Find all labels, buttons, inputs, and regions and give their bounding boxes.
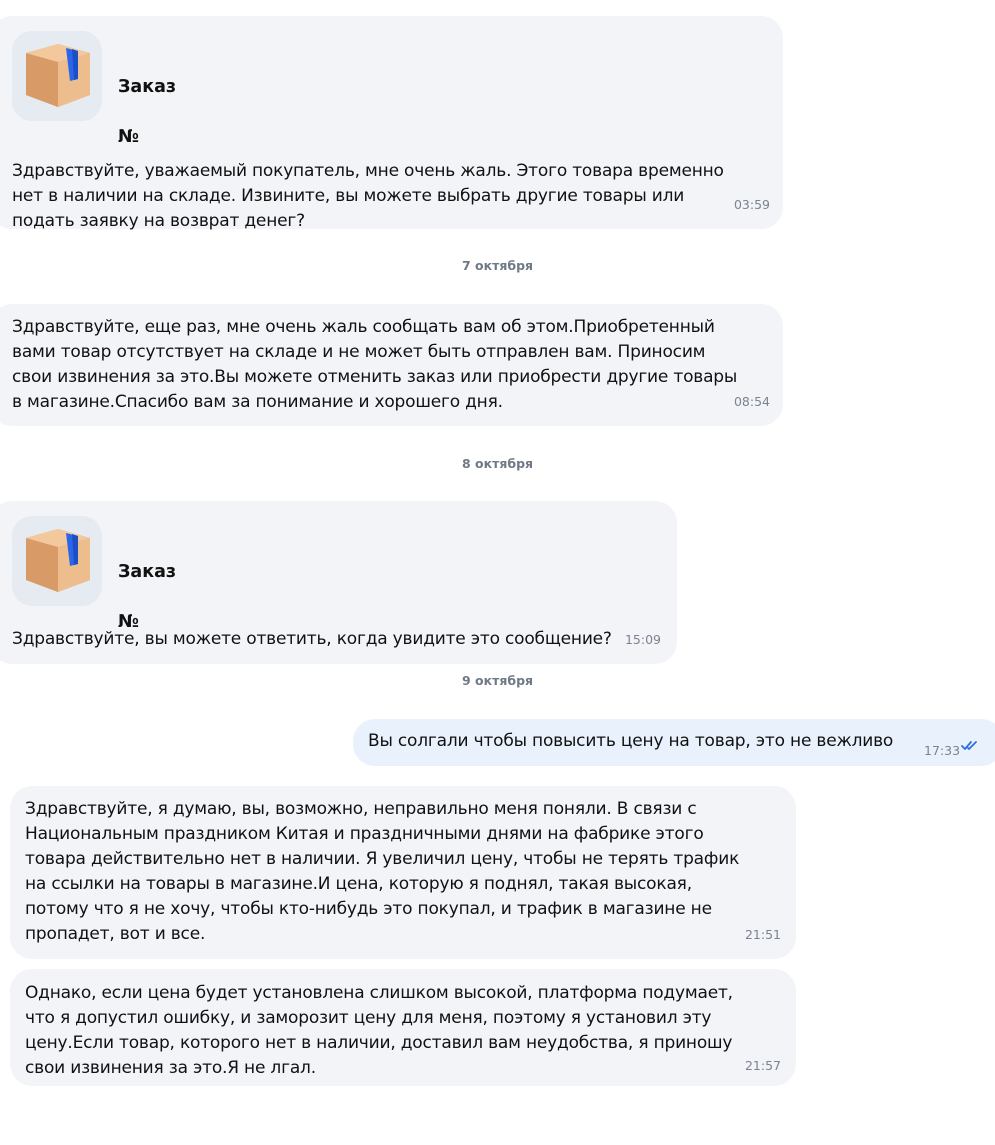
message-time: 03:59 bbox=[733, 197, 770, 212]
message-time: 15:09 bbox=[624, 632, 661, 647]
incoming-message[interactable] bbox=[0, 304, 783, 426]
incoming-message[interactable] bbox=[0, 501, 677, 664]
incoming-message[interactable] bbox=[0, 16, 783, 229]
message-time: 21:57 bbox=[744, 1058, 781, 1073]
package-icon bbox=[12, 516, 102, 606]
incoming-message[interactable] bbox=[10, 969, 796, 1086]
order-title: Заказ № bbox=[118, 77, 177, 147]
outgoing-message[interactable] bbox=[353, 719, 995, 766]
message-text: Здравствуйте, вы можете ответить, когда увидите это сообщение? bbox=[12, 629, 612, 649]
message-time: 21:51 bbox=[744, 927, 781, 942]
order-title: Заказ № bbox=[118, 562, 177, 632]
order-number-label: № bbox=[118, 127, 140, 147]
message-time: 17:33 bbox=[924, 743, 961, 758]
message-time: 08:54 bbox=[733, 394, 770, 409]
package-icon bbox=[12, 31, 102, 121]
order-card[interactable] bbox=[12, 31, 783, 147]
message-text: Однако, если цена будет установлена слишком высокой, платформа подумает, что я допустил ошибку, и заморозит цену для меня, поэтому я установил эту цену.Если товар, которого нет в наличии, доставил вам неудобства, я приношу свои извинения за это.Я не лгал. bbox=[25, 983, 733, 1078]
date-separator: 9 октября bbox=[461, 673, 534, 688]
incoming-message[interactable] bbox=[10, 786, 796, 959]
double-check-icon bbox=[961, 740, 979, 751]
message-text: Вы солгали чтобы повысить цену на товар, это не вежливо bbox=[368, 731, 894, 751]
message-text: Здравствуйте, я думаю, вы, возможно, неправильно меня поняли. В связи с Национальным праздником Китая и праздничными днями на фабрике этого товара действительно нет в наличии. Я увеличил цену, чтобы не терять трафик на ссылки на товары в магазине.И цена, которую я поднял, такая высокая, потому что я не хочу, чтобы кто-нибудь это покупал, и трафик в магазине не пропадет, вот и все. bbox=[25, 799, 740, 944]
order-card[interactable] bbox=[12, 516, 677, 632]
date-separator: 7 октября bbox=[461, 258, 534, 273]
date-separator: 8 октября bbox=[461, 456, 534, 471]
order-number-label: № bbox=[118, 612, 140, 632]
message-text: Здравствуйте, уважаемый покупатель, мне очень жаль. Этого товара временно нет в наличии на складе. Извините, вы можете выбрать другие товары или подать заявку на возврат денег? bbox=[12, 161, 724, 231]
message-text: Здравствуйте, еще раз, мне очень жаль сообщать вам об этом.Приобретенный вами товар отсутствует на складе и не может быть отправлен вам. Приносим свои извинения за это.Вы можете отменить заказ или приобрести другие товары в магазине.Спасибо вам за понимание и хорошего дня. bbox=[12, 317, 738, 412]
